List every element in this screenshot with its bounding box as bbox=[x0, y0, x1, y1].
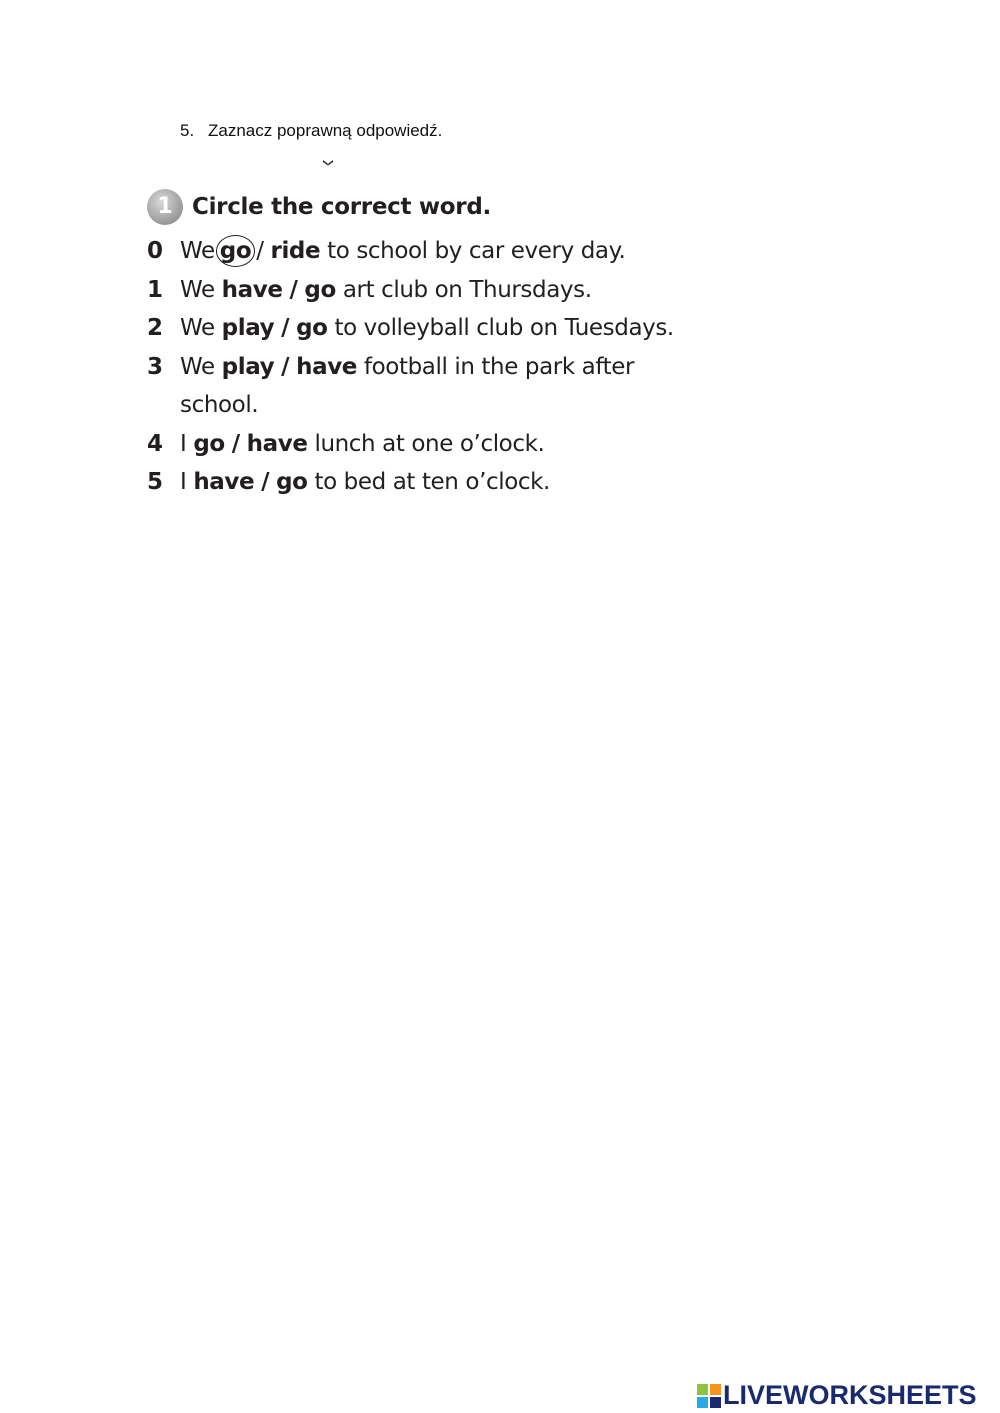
list-item bbox=[147, 271, 747, 310]
logo-text: LIVEWORKSHEETS bbox=[723, 1380, 977, 1410]
item-number: 3 bbox=[147, 353, 163, 380]
exercise bbox=[147, 188, 747, 502]
sentence-end-continued: school. bbox=[180, 392, 259, 418]
list-item bbox=[147, 309, 747, 348]
item-number: 0 bbox=[147, 238, 163, 264]
option-separator: / bbox=[281, 315, 290, 341]
item-number: 4 bbox=[147, 430, 163, 457]
sentence-start: I bbox=[180, 430, 187, 457]
option-circled: go bbox=[216, 235, 255, 267]
sentence-end: to bed at ten o’clock. bbox=[314, 469, 550, 495]
option-2[interactable]: have bbox=[296, 353, 357, 380]
option-1[interactable]: have bbox=[193, 469, 255, 495]
exercise-header bbox=[147, 188, 747, 226]
sentence-start: We bbox=[180, 353, 215, 380]
item-number: 5 bbox=[147, 469, 163, 495]
exercise-items bbox=[147, 232, 747, 502]
option-2[interactable]: ride bbox=[270, 238, 321, 264]
list-item bbox=[147, 425, 747, 464]
list-item bbox=[147, 232, 747, 271]
option-separator: / bbox=[289, 276, 298, 303]
liveworksheets-logo bbox=[697, 1380, 977, 1411]
instruction bbox=[180, 121, 442, 141]
sentence-end: football in the park after bbox=[363, 353, 635, 380]
tick-mark-icon bbox=[322, 158, 334, 166]
option-separator: / bbox=[256, 238, 264, 264]
sentence-start: We bbox=[180, 315, 215, 341]
sentence-start: I bbox=[180, 469, 187, 495]
option-2[interactable]: go bbox=[304, 276, 336, 303]
sentence-end: to volleyball club on Tuesdays. bbox=[334, 315, 674, 341]
option-1[interactable]: have bbox=[221, 276, 283, 303]
item-number: 2 bbox=[147, 315, 163, 341]
option-1[interactable]: go bbox=[193, 430, 225, 457]
option-1[interactable]: play bbox=[221, 353, 275, 380]
sentence-start: We bbox=[180, 238, 215, 264]
sentence-end: lunch at one o’clock. bbox=[314, 430, 545, 457]
option-2[interactable]: go bbox=[276, 469, 308, 495]
option-separator: / bbox=[261, 469, 270, 495]
sentence-end: art club on Thursdays. bbox=[342, 276, 592, 303]
option-separator: / bbox=[231, 430, 240, 457]
exercise-title: Circle the correct word. bbox=[192, 194, 491, 220]
option-2[interactable]: go bbox=[296, 315, 328, 341]
list-item bbox=[147, 348, 747, 425]
option-2[interactable]: have bbox=[246, 430, 308, 457]
sentence-end: to school by car every day. bbox=[327, 238, 626, 264]
instruction-number: 5. bbox=[180, 121, 195, 140]
list-item bbox=[147, 463, 747, 502]
liveworksheets-logo-icon bbox=[697, 1384, 721, 1408]
sentence-start: We bbox=[180, 276, 215, 303]
item-number: 1 bbox=[147, 276, 163, 303]
option-1[interactable]: play bbox=[221, 315, 275, 341]
instruction-text: Zaznacz poprawną odpowiedź. bbox=[208, 121, 443, 140]
option-separator: / bbox=[281, 353, 290, 380]
exercise-number-badge: 1 bbox=[147, 189, 183, 225]
